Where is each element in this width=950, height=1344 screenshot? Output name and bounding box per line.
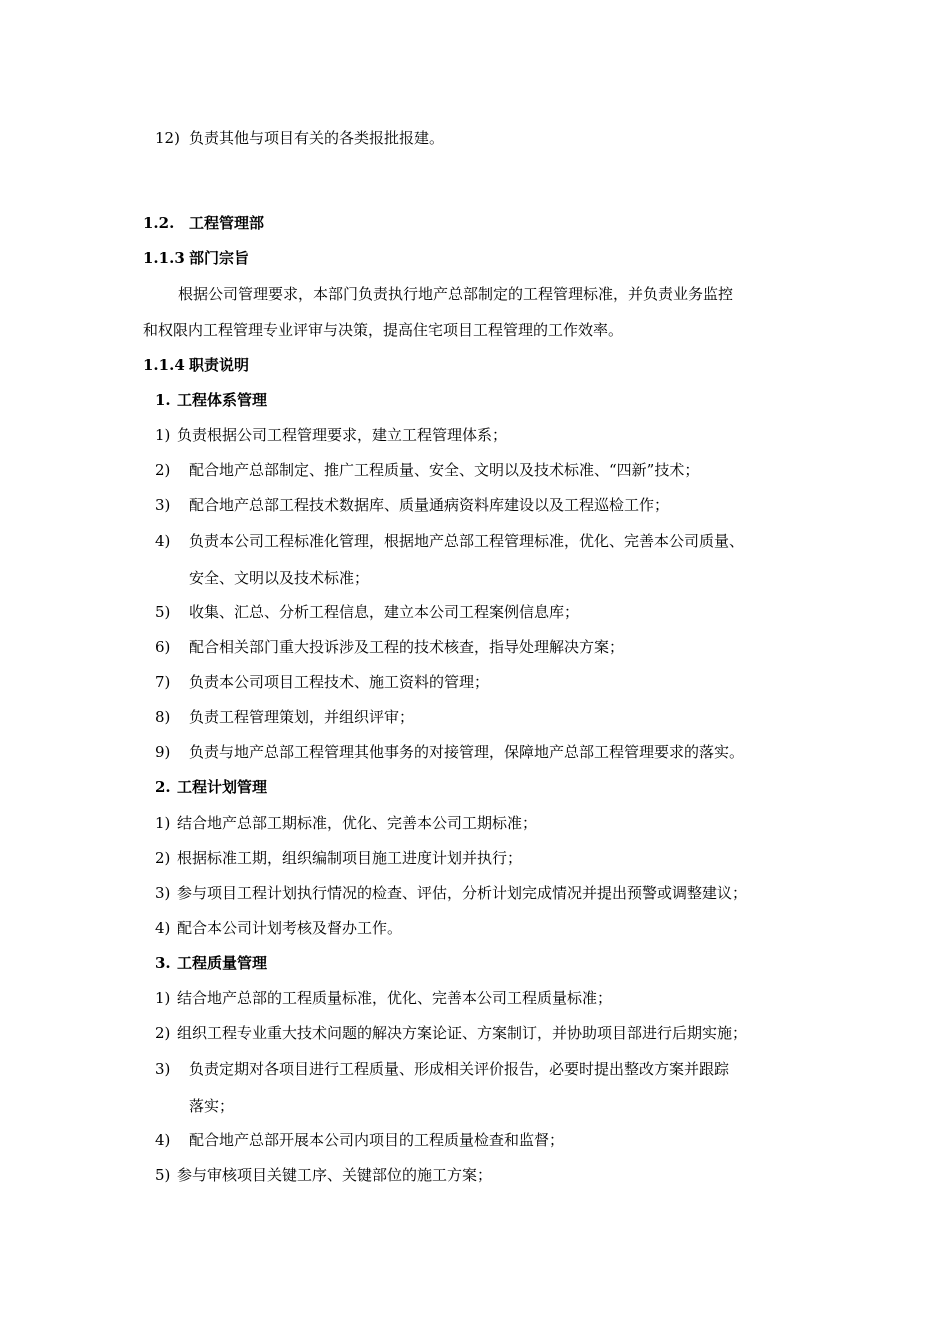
- list-item-continuation: 安全、文明以及技术标准；: [189, 569, 370, 587]
- list-text: 配合地产总部开展本公司内项目的工程质量检查和监督；: [189, 1131, 565, 1149]
- list-number: 4): [155, 532, 171, 550]
- list-number: 1): [155, 989, 171, 1007]
- list-text: 配合本公司计划考核及督办工作。: [177, 919, 403, 937]
- heading-number: 1.2.: [143, 214, 175, 232]
- list-number: 2): [155, 1024, 171, 1042]
- list-number: 5): [155, 603, 171, 621]
- list-text: 结合地产总部工期标准，优化、完善本公司工期标准；: [177, 814, 538, 832]
- list-text: 负责根据公司工程管理要求，建立工程管理体系；: [177, 426, 508, 444]
- list-text: 收集、汇总、分析工程信息，建立本公司工程案例信息库；: [189, 603, 580, 621]
- list-text: 负责本公司工程标准化管理，根据地产总部工程管理标准，优化、完善本公司质量、: [189, 532, 745, 550]
- list-text: 参与项目工程计划执行情况的检查、评估，分析计划完成情况并提出预警或调整建议；: [177, 884, 748, 902]
- paragraph-line: 根据公司管理要求，本部门负责执行地产总部制定的工程管理标准，并负责业务监控: [178, 285, 734, 303]
- list-text: 配合相关部门重大投诉涉及工程的技术核查，指导处理解决方案；: [189, 638, 625, 656]
- list-text: 负责定期对各项目进行工程质量、形成相关评价报告，必要时提出整改方案并跟踪: [189, 1060, 730, 1078]
- list-text: 组织工程专业重大技术问题的解决方案论证、方案制订，并协助项目部进行后期实施；: [177, 1024, 748, 1042]
- list-text: 负责与地产总部工程管理其他事务的对接管理，保障地产总部工程管理要求的落实。: [189, 743, 745, 761]
- list-number: 4): [155, 919, 171, 937]
- list-number: 8): [155, 708, 171, 726]
- heading-number: 1.1.4: [143, 356, 185, 374]
- list-text: 参与审核项目关键工序、关键部位的施工方案；: [177, 1166, 493, 1184]
- list-item-continuation: 落实；: [189, 1097, 235, 1115]
- heading-title: 工程计划管理: [177, 778, 268, 796]
- heading-title: 工程管理部: [189, 214, 265, 232]
- list-number: 7): [155, 673, 171, 691]
- list-number: 9): [155, 743, 171, 761]
- list-number: 1): [155, 426, 171, 444]
- list-number: 2): [155, 461, 171, 479]
- heading-number: 3.: [155, 954, 171, 972]
- list-number: 12): [155, 129, 180, 147]
- list-number: 3): [155, 884, 171, 902]
- heading-number: 2.: [155, 778, 171, 796]
- list-text: 负责本公司项目工程技术、施工资料的管理；: [189, 673, 490, 691]
- list-text: 负责工程管理策划，并组织评审；: [189, 708, 415, 726]
- paragraph-line: 和权限内工程管理专业评审与决策，提高住宅项目工程管理的工作效率。: [143, 321, 624, 339]
- heading-title: 部门宗旨: [189, 249, 250, 267]
- list-text: 结合地产总部的工程质量标准，优化、完善本公司工程质量标准；: [177, 989, 613, 1007]
- list-text: 负责其他与项目有关的各类报批报建。: [189, 129, 445, 147]
- heading-number: 1.: [155, 391, 171, 409]
- list-number: 1): [155, 814, 171, 832]
- heading-number: 1.1.3: [143, 249, 185, 267]
- list-number: 2): [155, 849, 171, 867]
- list-number: 5): [155, 1166, 171, 1184]
- list-text: 配合地产总部制定、推广工程质量、安全、文明以及技术标准、“四新”技术；: [189, 461, 700, 479]
- heading-title: 工程体系管理: [177, 391, 268, 409]
- heading-title: 职责说明: [189, 356, 250, 374]
- list-number: 6): [155, 638, 171, 656]
- list-text: 根据标准工期，组织编制项目施工进度计划并执行；: [177, 849, 523, 867]
- list-text: 配合地产总部工程技术数据库、质量通病资料库建设以及工程巡检工作；: [189, 496, 670, 514]
- heading-title: 工程质量管理: [177, 954, 268, 972]
- list-number: 3): [155, 1060, 171, 1078]
- list-number: 4): [155, 1131, 171, 1149]
- list-number: 3): [155, 496, 171, 514]
